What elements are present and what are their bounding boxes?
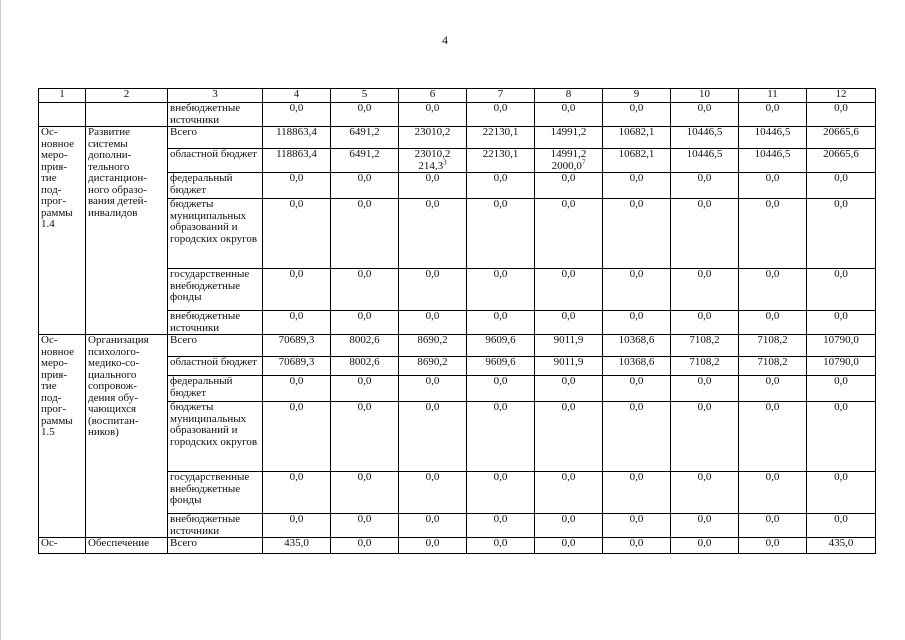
table-row [39,103,876,127]
value-cell: 7108,2 [671,357,739,376]
header-cell: 7 [467,89,535,103]
measure-code-cell: Ос- новное меро- прия- тие под- прог- раммы 1.4 [39,127,86,335]
footnote-amount: 2000,0 [551,159,582,172]
measure-name-cell: Обеспечение [86,538,168,554]
value-cell: 0,0 [399,402,467,472]
value-cell: 8690,2 [399,335,467,357]
value-cell: 0,0 [535,514,603,538]
value-cell: 0,0 [603,311,671,335]
footnote-amount: 214,3 [418,159,444,172]
value-cell: 0,0 [671,514,739,538]
value-cell: 0,0 [807,173,876,199]
value-cell: 0,0 [467,311,535,335]
value-cell: 0,0 [467,472,535,514]
value-cell: 0,0 [603,103,671,127]
value-cell: 10682,1 [603,127,671,149]
source-cell: государственные внебюджетные фонды [168,472,263,514]
value-cell: 22130,1 [467,149,535,173]
value-cell: 0,0 [603,538,671,554]
value-cell: 0,0 [399,103,467,127]
value-cell: 70689,3 [263,335,331,357]
source-cell: внебюджетные источники [168,103,263,127]
value-cell: 0,0 [467,402,535,472]
source-cell: бюджеты муниципальных образований и городских округов [168,199,263,269]
footnote-mark: 3 [443,157,447,166]
header-cell: 2 [86,89,168,103]
value-cell: 9011,9 [535,357,603,376]
value-cell: 0,0 [331,173,399,199]
value-cell: 0,0 [739,376,807,402]
header-cell: 10 [671,89,739,103]
value-cell: 0,0 [535,103,603,127]
value-cell: 0,0 [603,269,671,311]
value-cell: 0,0 [535,173,603,199]
header-cell: 4 [263,89,331,103]
source-cell: внебюджетные источники [168,514,263,538]
source-cell: федеральный бюджет [168,173,263,199]
value-cell: 0,0 [671,103,739,127]
value-cell: 7108,2 [671,335,739,357]
value-cell: 0,0 [467,514,535,538]
value-cell: 0,0 [535,269,603,311]
value-cell: 0,0 [739,103,807,127]
value-cell: 9609,6 [467,335,535,357]
header-cell: 8 [535,89,603,103]
value-cell: 9011,9 [535,335,603,357]
value-cell: 0,0 [467,269,535,311]
value-cell: 0,0 [535,376,603,402]
value-cell: 0,0 [467,199,535,269]
measure-name-cell: Организация психолого- медико-со- циального сопровож- дения обу- чающихся (воспитан- ников) [86,335,168,538]
value-cell: 0,0 [263,103,331,127]
value-cell: 0,0 [331,103,399,127]
value-cell: 0,0 [399,269,467,311]
header-cell: 5 [331,89,399,103]
value-cell: 22130,1 [467,127,535,149]
value-cell: 0,0 [263,514,331,538]
value-cell: 0,0 [671,269,739,311]
source-cell: областной бюджет [168,149,263,173]
header-cell: 1 [39,89,86,103]
table-body [39,89,876,554]
value-cell: 0,0 [603,376,671,402]
value-cell: 14991,2 2000,0$^7$ [535,149,603,173]
value-cell: 8002,6 [331,335,399,357]
table-row [39,127,876,149]
source-cell: Всего [168,335,263,357]
value-cell: 435,0 [807,538,876,554]
value-cell: 10446,5 [739,149,807,173]
value-cell: 10446,5 [671,127,739,149]
source-cell: федеральный бюджет [168,376,263,402]
header-cell: 9 [603,89,671,103]
value-cell: 0,0 [467,103,535,127]
footnote-mark: 7 [581,157,586,166]
value-cell: 0,0 [807,514,876,538]
source-cell: государственные внебюджетные фонды [168,269,263,311]
value-cell: 8002,6 [331,357,399,376]
value-cell: 0,0 [263,472,331,514]
value-cell: 0,0 [807,311,876,335]
value-cell: 70689,3 [263,357,331,376]
source-cell: Всего [168,538,263,554]
name-cell [86,103,168,127]
value-cell: 0,0 [807,199,876,269]
value-cell: 0,0 [807,472,876,514]
value-cell: 0,0 [807,402,876,472]
value-cell: 0,0 [331,538,399,554]
value-cell: 0,0 [671,402,739,472]
value-cell: 0,0 [671,199,739,269]
value-cell: 0,0 [331,311,399,335]
value-cell: 0,0 [399,173,467,199]
value-cell: 0,0 [603,402,671,472]
table-row [39,538,876,554]
value-cell: 0,0 [331,199,399,269]
value-cell: 0,0 [263,402,331,472]
value-cell: 10790,0 [807,357,876,376]
value-cell: 0,0 [739,199,807,269]
source-cell: областной бюджет [168,357,263,376]
value-cell: 14991,2 [535,127,603,149]
value-cell: 0,0 [807,269,876,311]
value-cell: 0,0 [331,472,399,514]
value-cell: 6491,2 [331,127,399,149]
value-cell: 0,0 [399,199,467,269]
value-cell: 0,0 [603,173,671,199]
value-cell: 118863,4 [263,149,331,173]
value-cell: 0,0 [535,402,603,472]
value-cell: 0,0 [535,472,603,514]
value-cell: 10446,5 [671,149,739,173]
value-cell: 0,0 [739,311,807,335]
value-cell: 0,0 [467,538,535,554]
value-cell: 0,0 [739,402,807,472]
value-cell: 0,0 [603,472,671,514]
value-cell: 0,0 [739,514,807,538]
value-cell: 0,0 [671,311,739,335]
value-cell: 0,0 [535,199,603,269]
value-cell: 8690,2 [399,357,467,376]
table-row [39,335,876,357]
value-cell: 10368,6 [603,335,671,357]
value-cell: 10790,0 [807,335,876,357]
header-cell: 6 [399,89,467,103]
value-cell: 0,0 [399,472,467,514]
value-cell: 0,0 [603,199,671,269]
value-cell: 10446,5 [739,127,807,149]
value-cell: 0,0 [399,311,467,335]
value-cell: 23010,2 214,3$^3$ [399,149,467,173]
value-cell: 0,0 [739,538,807,554]
measure-code-cell: Ос- [39,538,86,554]
value-cell: 23010,2 [399,127,467,149]
value-cell: 0,0 [331,514,399,538]
value-cell: 0,0 [807,103,876,127]
value-cell: 0,0 [739,269,807,311]
source-cell: внебюджетные источники [168,311,263,335]
measure-name-cell: Развитие системы дополни- тельного дистанцион- ного образо- вания детей- инвалидов [86,127,168,335]
value-cell: 0,0 [399,376,467,402]
source-cell: бюджеты муниципальных образований и городских округов [168,402,263,472]
value-cell: 20665,6 [807,149,876,173]
value-cell: 435,0 [263,538,331,554]
value-cell: 0,0 [467,173,535,199]
value-cell: 0,0 [671,472,739,514]
value-cell: 0,0 [603,514,671,538]
value-cell: 7108,2 [739,357,807,376]
value-cell: 0,0 [671,173,739,199]
value-cell: 0,0 [263,311,331,335]
value-cell: 0,0 [399,538,467,554]
page-number: 4 [442,33,448,47]
value-cell: 6491,2 [331,149,399,173]
header-cell: 12 [807,89,876,103]
value-cell: 9609,6 [467,357,535,376]
header-row [39,89,876,103]
value-cell: 0,0 [671,538,739,554]
value-cell: 7108,2 [739,335,807,357]
value-cell: 0,0 [807,376,876,402]
value-cell: 10368,6 [603,357,671,376]
value-cell: 0,0 [535,538,603,554]
value-cell: 0,0 [739,173,807,199]
code-cell [39,103,86,127]
budget-table [38,88,876,554]
header-cell: 11 [739,89,807,103]
value-cell: 0,0 [331,402,399,472]
value-cell: 0,0 [671,376,739,402]
value-cell: 118863,4 [263,127,331,149]
measure-code-cell: Ос- новное меро- прия- тие под- прог- раммы 1.5 [39,335,86,538]
value-cell: 0,0 [263,199,331,269]
value-cell: 10682,1 [603,149,671,173]
value-cell: 20665,6 [807,127,876,149]
value-cell: 0,0 [739,472,807,514]
value-cell: 0,0 [467,376,535,402]
value-cell: 0,0 [263,376,331,402]
value-cell: 0,0 [263,173,331,199]
header-cell: 3 [168,89,263,103]
value-cell: 0,0 [263,269,331,311]
value-cell: 0,0 [535,311,603,335]
page-edge-line [0,0,1,640]
source-cell: Всего [168,127,263,149]
value-cell: 0,0 [399,514,467,538]
value-cell: 0,0 [331,376,399,402]
value-cell: 0,0 [331,269,399,311]
